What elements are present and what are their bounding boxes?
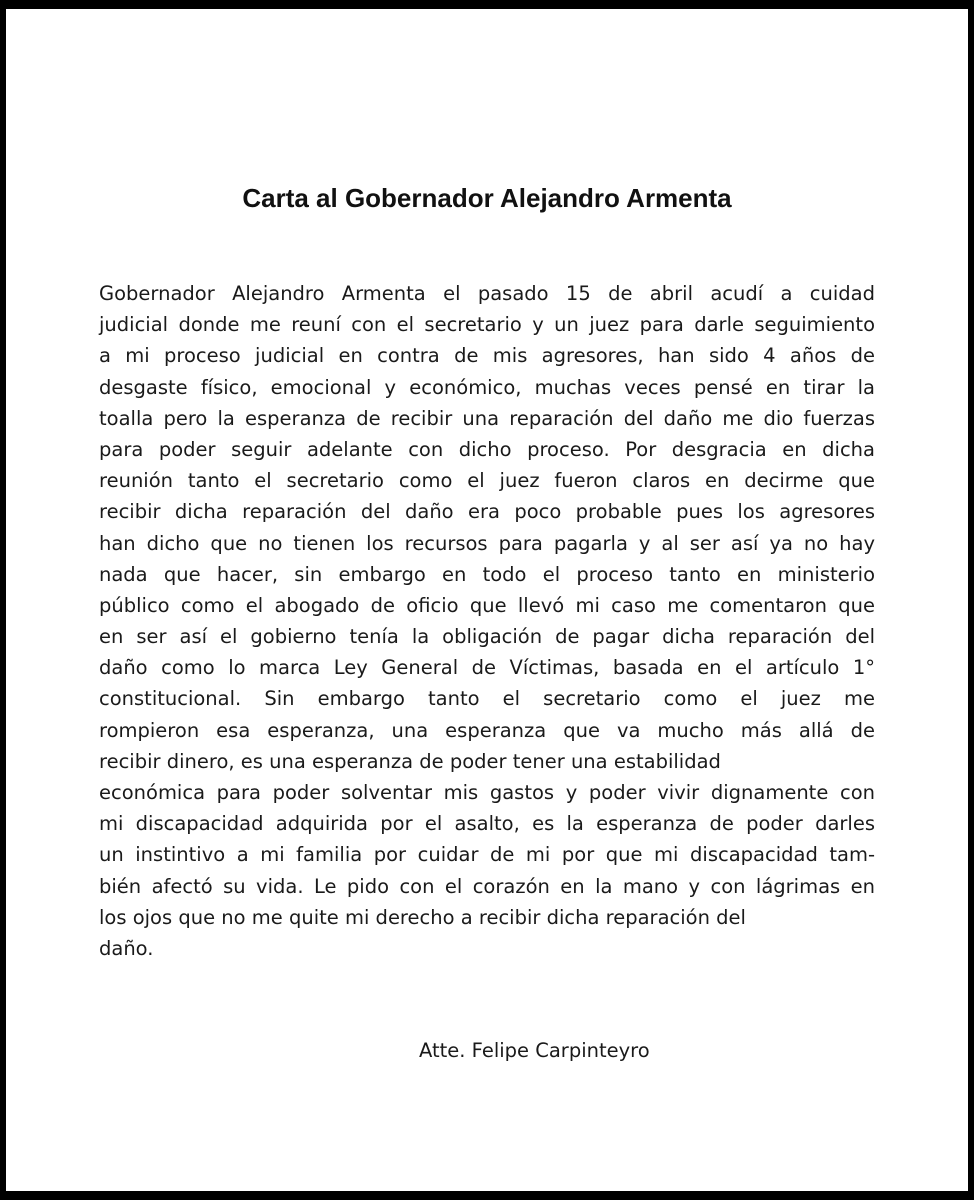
body-line: judicial donde me reuní con el secretario y un juez para darle seguimiento	[99, 313, 875, 337]
body-line: un instintivo a mi familia por cuidar de mi por que mi discapacidad tam-	[99, 843, 875, 867]
signature: Atte. Felipe Carpinteyro	[419, 1039, 650, 1062]
body-line: reunión tanto el secretario como el juez fueron claros en decirme que	[99, 469, 875, 493]
letter-body	[99, 278, 875, 964]
letter-title: Carta al Gobernador Alejandro Armenta	[242, 183, 732, 213]
body-line: daño.	[99, 936, 154, 960]
body-line: los ojos que no me quite mi derecho a recibir dicha reparación del	[99, 905, 746, 929]
body-line: Gobernador Alejandro Armenta el pasado 15 de abril acudí a cuidad	[99, 282, 875, 305]
body-line: en ser así el gobierno tenía la obligación de pagar dicha reparación del	[99, 625, 875, 649]
body-line: mi discapacidad adquirida por el asalto, es la esperanza de poder darles	[99, 812, 875, 836]
body-line: desgaste físico, emocional y económico, muchas veces pensé en tirar la	[99, 375, 875, 399]
body-line: para poder seguir adelante con dicho proceso. Por desgracia en dicha	[99, 437, 875, 461]
body-line: recibir dinero, es una esperanza de poder tener una estabilidad	[99, 749, 721, 773]
body-line: han dicho que no tienen los recursos para pagarla y al ser así ya no hay	[99, 531, 875, 555]
body-line: público como el abogado de oficio que llevó mi caso me comentaron que	[99, 593, 875, 617]
body-line: rompieron esa esperanza, una esperanza que va mucho más allá de	[99, 718, 875, 742]
body-line: constitucional. Sin embargo tanto el secretario como el juez me	[99, 687, 875, 711]
body-line: nada que hacer, sin embargo en todo el proceso tanto en ministerio	[99, 562, 875, 586]
body-line: bién afectó su vida. Le pido con el corazón en la mano y con lágrimas en	[99, 874, 875, 898]
body-line: recibir dicha reparación del daño era poco probable pues los agresores	[99, 500, 875, 524]
body-line: toalla pero la esperanza de recibir una reparación del daño me dio fuerzas	[99, 406, 875, 430]
body-line: económica para poder solventar mis gastos y poder vivir dignamente con	[99, 781, 875, 804]
body-line: daño como lo marca Ley General de Víctimas, basada en el artículo 1°	[99, 656, 875, 680]
body-line: a mi proceso judicial en contra de mis agresores, han sido 4 años de	[99, 344, 875, 368]
